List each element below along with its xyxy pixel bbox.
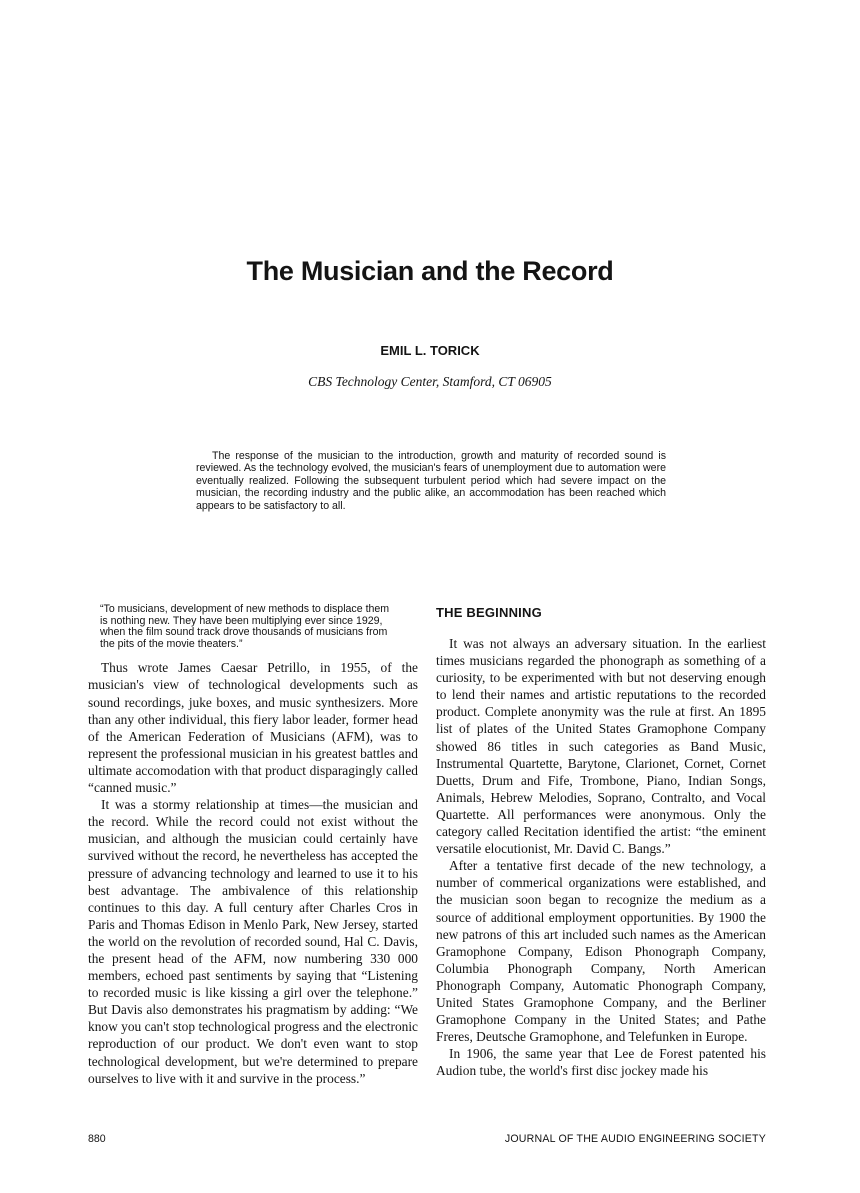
body-paragraph: After a tentative first decade of the new technology, a number of commerical organizations were established, and the musician soon began to recognize the medium as a source of additional employment opportunities. By 1900 the new patrons of this art included such names as the American Gramophone Company, Edison Phonograph Company, Columbia Phonograph Company, North American Phonograph Company, Automatic Phonograph Company, United States Gramophone Company, and the Berliner Gramophone Company in the United States; and Pathe Freres, Deutsche Gramophone, and Telefunken in Europe. bbox=[436, 858, 766, 1045]
author-affiliation: CBS Technology Center, Stamford, CT 06905 bbox=[308, 374, 552, 389]
author-name: EMIL L. TORICK bbox=[380, 343, 480, 358]
page-number: 880 bbox=[88, 1133, 106, 1145]
epigraph-quote: “To musicians, development of new methods to displace them is nothing new. They have been multiplying ever since 1929, when the film sound track drove thousands of musicians from the pits of the movie theaters.” bbox=[100, 603, 390, 650]
section-heading: THE BEGINNING bbox=[436, 605, 542, 620]
abstract: The response of the musician to the introduction, growth and maturity of recorded sound is reviewed. As the technology evolved, the musician's fears of unemployment due to automation were eventually realized. Following the subsequent turbulent period which had severe impact on the musician, the recording industry and the public alike, an accommodation has been reached which appears to be satisfactory to all. bbox=[196, 450, 666, 512]
body-paragraph: Thus wrote James Caesar Petrillo, in 1955, of the musician's view of technological developments such as sound recordings, juke boxes, and music synthesizers. More than any other individual, this fiery labor leader, former head of the American Federation of Musicians (AFM), was to represent the professional musician in his greatest battles and ultimate accomodation with that product disparagingly called “canned music.” bbox=[88, 660, 418, 796]
left-column bbox=[88, 604, 418, 1087]
right-column bbox=[436, 604, 766, 1079]
body-paragraph: It was not always an adversary situation. In the earliest times musicians regarded the phonograph as something of a curiosity, to be experimented with but not deserving enough to lend their names and artistic reputations to the recorded product. Complete anonymity was the rule at first. An 1895 list of plates of the United States Gramophone Company showed 86 titles in such categories as Band Music, Instrumental Quartette, Barytone, Clarionet, Cornet, Cornet Duetts, Drum and Fife, Trombone, Piano, Indian Songs, Animals, Hebrew Melodies, Soprano, Contralto, and Vocal Quartette. All performances were anonymous. Only the category called Recitation identified the artist: “the eminent versatile elocutionist, Mr. David C. Bangs.” bbox=[436, 636, 766, 857]
body-paragraph: In 1906, the same year that Lee de Forest patented his Audion tube, the world's first disc jockey made his bbox=[436, 1046, 766, 1079]
body-paragraph: It was a stormy relationship at times—the musician and the record. While the record could not exist without the musician, and although the musician could certainly have survived without the record, he nevertheless has accepted the pressure of advancing technology and learned to use it to his best advantage. The ambivalence of this relationship continues to this day. A full century after Charles Cros in Paris and Thomas Edison in Menlo Park, New Jersey, started the world on the revolution of recorded sound, Hal C. Davis, the present head of the AFM, now numbering 330 000 members, echoed past sentiments by saying that “Listening to recorded music is like kissing a girl over the telephone.” But Davis also demonstrates his pragmatism by adding: “We know you can't stop technological progress and the electronic reproduction of our product. We don't even want to stop technological development, but we're determined to prepare ourselves to live with it and survive in the process.” bbox=[88, 797, 418, 1086]
journal-name: JOURNAL OF THE AUDIO ENGINEERING SOCIETY bbox=[504, 1133, 766, 1145]
paper-title: The Musician and the Record bbox=[246, 256, 614, 286]
